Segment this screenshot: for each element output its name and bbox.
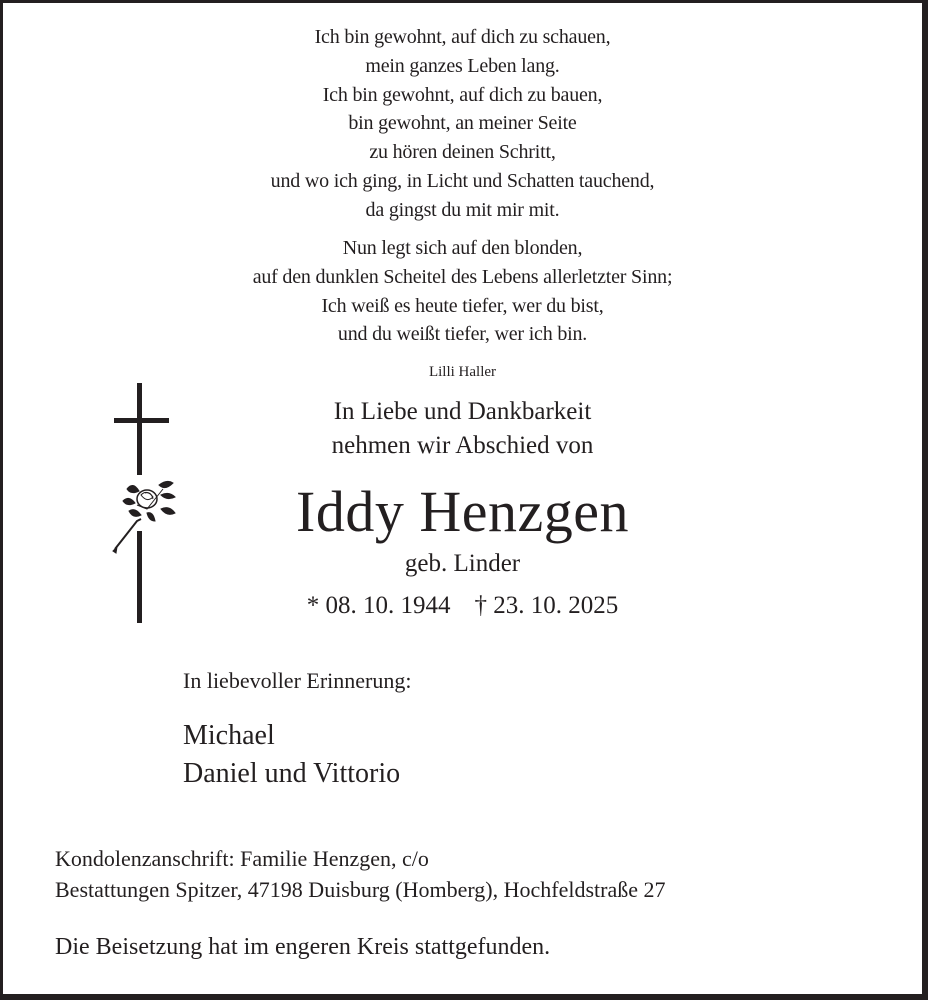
condolence-line-1: Kondolenzanschrift: Familie Henzgen, c/o [55,846,429,871]
poem-line: bin gewohnt, an meiner Seite [348,112,577,135]
poem-line: und du weißt tiefer, wer ich bin. [337,323,588,346]
condolence-address [55,843,666,905]
mourner-name: Michael [183,720,275,751]
poem-line: zu hören deinen Schritt, [369,141,556,164]
intro-line-2: nehmen wir Abschied von [331,432,594,459]
burial-note: Die Beisetzung hat im engeren Kreis stattgefunden. [55,934,551,960]
poem-author: Lilli Haller [428,364,497,380]
poem-line: da gingst du mit mir mit. [365,198,560,221]
poem-line: Ich weiß es heute tiefer, wer du bist, [321,294,604,317]
poem-line: auf den dunklen Scheitel des Lebens allerletzter Sinn; [252,265,673,288]
poem-line: und wo ich ging, in Licht und Schatten tauchend, [270,169,655,192]
death-date: † 23. 10. 2025 [474,592,619,619]
intro-text [3,395,922,463]
poem-line: mein ganzes Leben lang. [365,54,560,77]
mourners-list [183,717,400,793]
remembrance-label: In liebevoller Erinnerung: [183,668,412,693]
poem-line: Nun legt sich auf den blonden, [342,237,583,259]
deceased-name: Iddy Henzgen [296,479,629,544]
intro-line-1: In Liebe und Dankbarkeit [333,398,592,425]
birth-name: geb. Linder [404,550,521,577]
condolence-line-2: Bestattungen Spitzer, 47198 Duisburg (Homberg), Hochfeldstraße 27 [55,877,666,902]
poem-line: Ich bin gewohnt, auf dich zu bauen, [322,83,603,106]
poem-stanza-1 [3,23,922,225]
poem-line: Ich bin gewohnt, auf dich zu schauen, [314,26,611,48]
birth-date: * 08. 10. 1944 [306,592,451,619]
poem-stanza-2 [3,234,922,349]
life-dates [3,589,922,623]
mourner-name: Daniel und Vittorio [183,758,401,789]
